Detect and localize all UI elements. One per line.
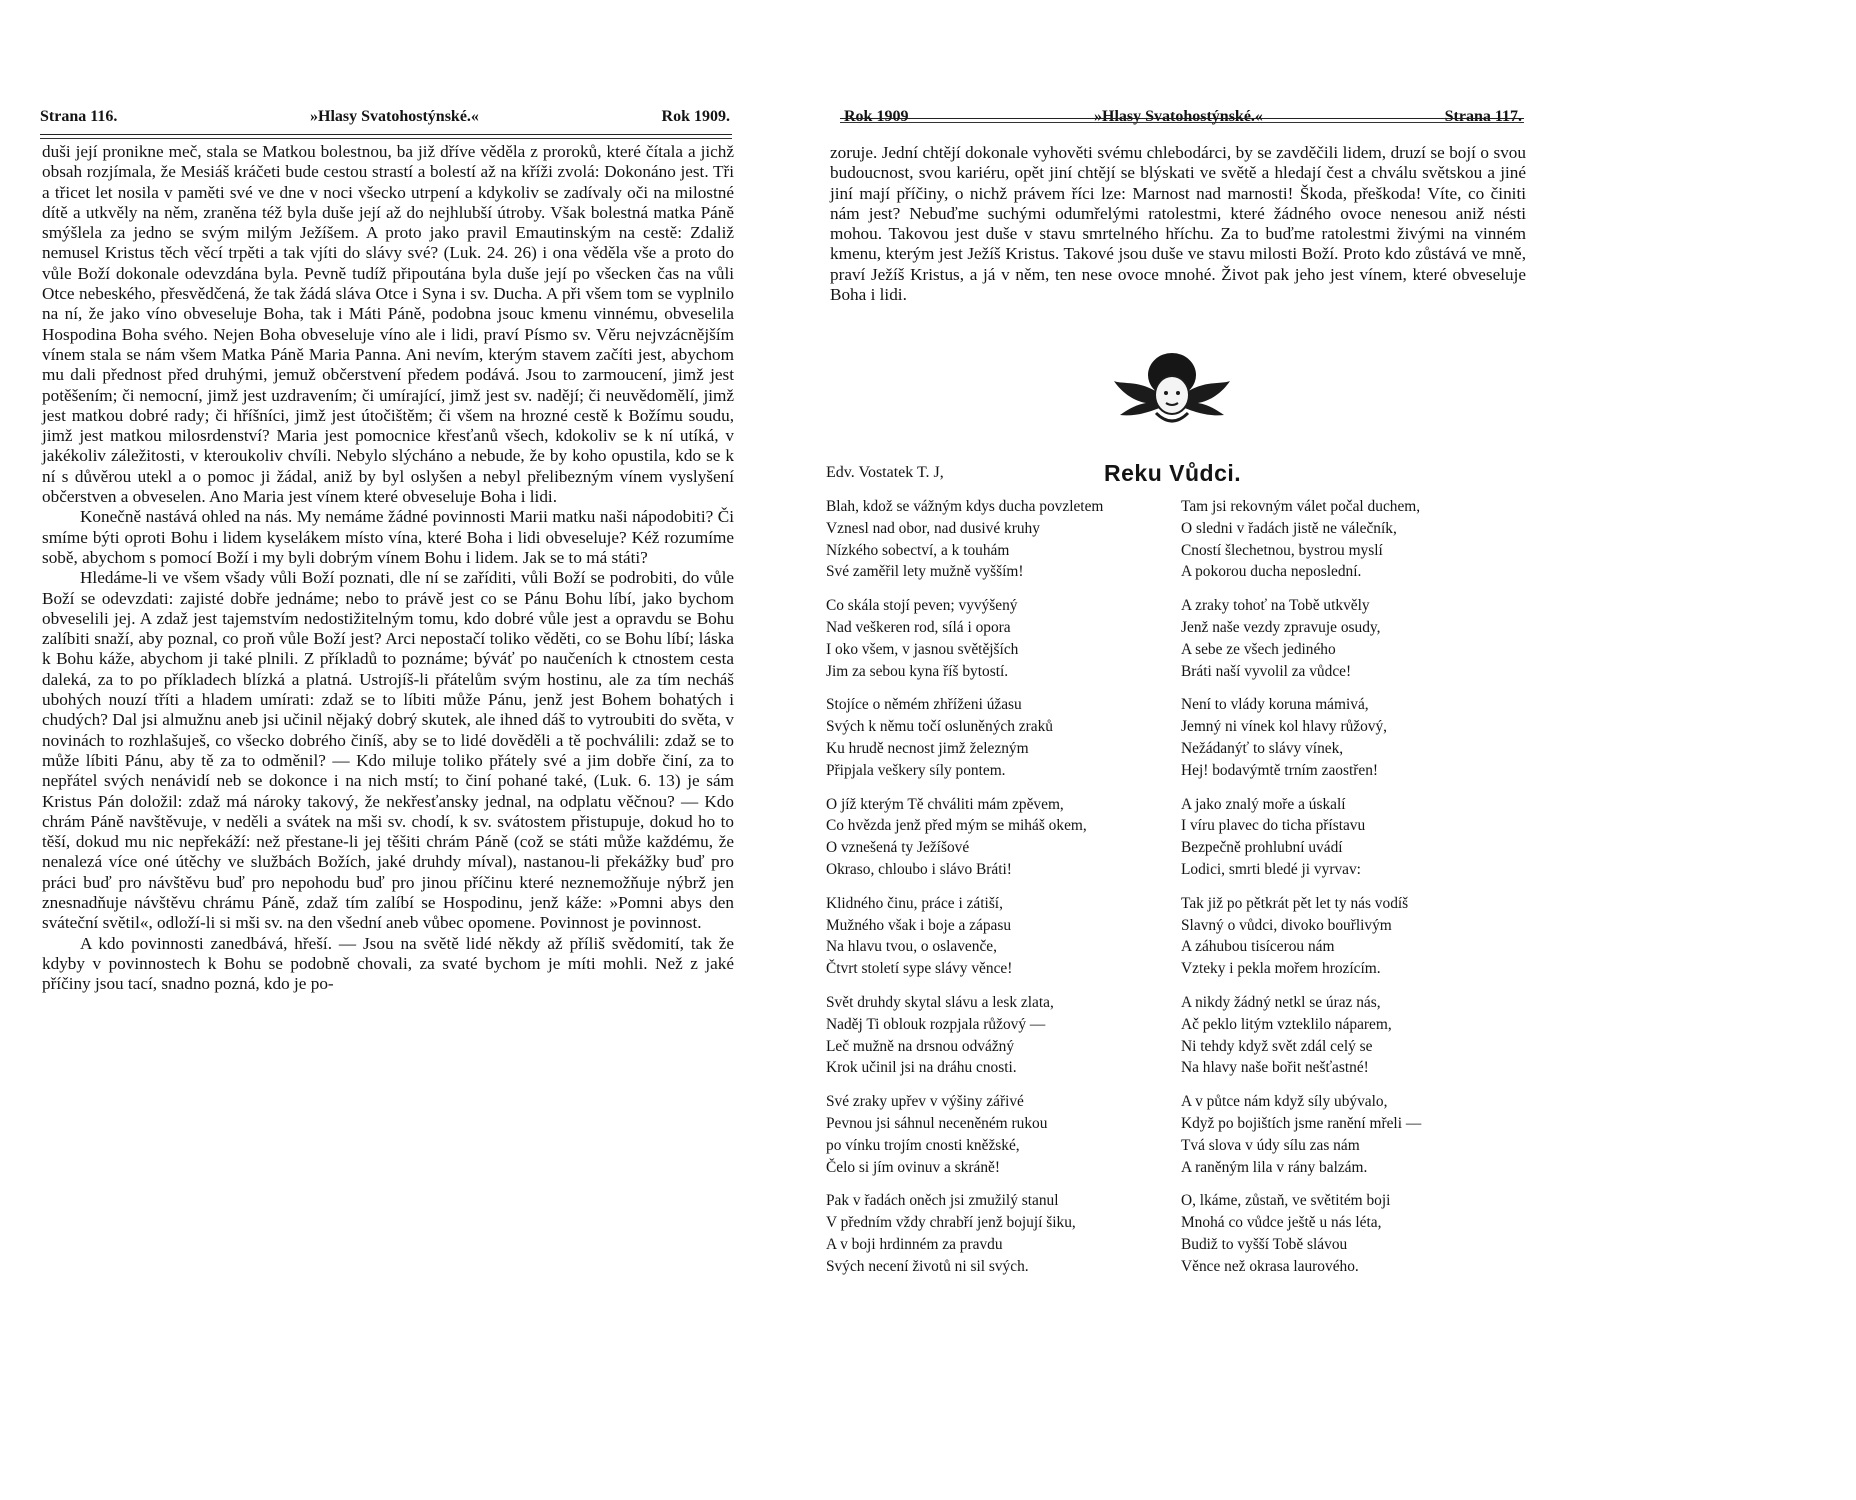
poem-stanza-left-7: [826, 1091, 1178, 1178]
poem-line: Mužného však i boje a zápasu: [826, 916, 1012, 934]
poem-stanza-right-8: [1181, 1190, 1521, 1277]
poem-line: Hej! bodavýmtě trním zaostřen!: [1181, 761, 1379, 779]
poem-line: Klidného činu, práce i zátiší,: [826, 894, 1003, 912]
right-page-year: Rok 1909: [844, 108, 909, 125]
poem-line: A v boji hrdinném za pravdu: [826, 1235, 1003, 1253]
poem-line: po vínku trojím cnosti kněžské,: [826, 1136, 1020, 1154]
poem-line: Není to vlády koruna mámivá,: [1181, 696, 1369, 714]
poem-stanza-right-1: [1181, 496, 1521, 583]
poem-line: A v půtce nám když síly ubývalo,: [1181, 1093, 1388, 1111]
poem-stanza-right-2: [1181, 595, 1521, 682]
poem-line: Tak již po pětkrát pět let ty nás vodíš: [1181, 894, 1409, 912]
poem-line: Své zaměřil lety mužně vyšším!: [826, 563, 1024, 581]
poem-line: A jako znalý moře a úskalí: [1181, 795, 1346, 813]
left-paragraph-3: Hledáme-li ve všem všady vůli Boží poznati, dle ní se zaříditi, vůli Boží se podrobiti, do vůle Boží se odevzdati: zajisté dobře jednáme; nebo to právě jest co se Pánu Bohu líbí, jako bychom obveselili jej. A zdaž jest tajemstvím nedostižitelným tomu, kdo dobré vůle jest a opravdu se Bohu zalíbiti snaží, aby poznal, co proň vůle Boží jest? Arci nepostačí toliko věděti, co se Bohu líbí; láska k Bohu káže, abychom ji také plnili. Z příkladů to poznáme; býváť po naučeních k ctnostem cesta daleká, za to po příkladech blízká a platná. Ustrojíš-li přátelům svým hostinu, ale za tím necháš ubohých nouzí tříti a hladem umírati: zdaž se to líbiti může Pánu, jenž jest Bohem bohatých i chudých? Dal jsi almužnu aneb jsi učinil nějaký dobrý skutek, ale ihned dáš to vytroubiti do světa, v novinách to rozhlašuješ, co všecko dobrého činíš, aby se to lidé dověděli a tě pochválili: zdaž se to může líbiti Pánu, aby tě za to odměnil? — Kdo miluje toliko přátely své a jim dobře činí, za to nepřátel svých nenávidí neb se dokonce i na nich mstí; to činí pohané také, (Luk. 6. 13) je sám Kristus Pán doložil: zdaž má nároky takový, že nekřesťansky jednal, na odplatu věčnou? — Kdo chrám Páně navštěvuje, v neděli a svátek na mši sv. chodí, k sv. svátostem přistupuje, dokud ho to těší, dokud mu nic nepřekáží: než přestane-li jej těšiti chrám Páně (což se státi může každému, že nenalezá více oné útěchy ve službách Božích, jaké druhdy míval), nastanou-li překážky buď pro práci buď pro návštěvu buď pro nepohodu buď pro jinou příčinu které neznemožňuje nýbrž jen znesnadňuje návštěvu chrámu Páně, zdaž tím zalíbí se Hospodinu, jenž káže: »Pomni abys den sváteční světil«, odloží-li si mši sv. na den všední aneb vůbec opomene. Povinnost je povinnost.: [42, 568, 734, 933]
poem-line: Čtvrt století sype slávy věnce!: [826, 960, 1013, 978]
poem-line: Ač peklo litým vzteklilo náparem,: [1181, 1015, 1392, 1033]
poem-line: Čelo si jím ovinuv a skráně!: [826, 1158, 1000, 1176]
poem-line: Bezpečně prohlubní uvádí: [1181, 839, 1343, 857]
right-header-rule: [840, 118, 1524, 119]
right-page-number: Strana 117.: [1444, 108, 1522, 125]
poem-line: Cností šlechetnou, bystrou myslí: [1181, 541, 1383, 559]
poem-line: Stojíce o němém zhříženi úžasu: [826, 696, 1022, 714]
poem-line: O vznešená ty Ježíšové: [826, 839, 970, 857]
poem-line: Tvá slova v údy sílu zas nám: [1181, 1136, 1360, 1154]
poem-line: Na hlavy naše bořit nešťastné!: [1181, 1059, 1369, 1077]
poem-line: Vzteky i pekla mořem hrozícím.: [1181, 960, 1381, 978]
poem-line: Jemný ni vínek kol hlavy růžový,: [1181, 718, 1388, 736]
poem-stanza-left-3: [826, 694, 1178, 781]
poem-right-column: [1181, 496, 1521, 1290]
poem-line: Na hlavu tvou, o oslavenče,: [826, 938, 997, 956]
poem-line: Co hvězda jenž před mým se miháš okem,: [826, 817, 1087, 835]
poem-line: I víru plavec do ticha přístavu: [1181, 817, 1366, 835]
left-journal-title: »Hlasy Svatohostýnské.«: [310, 108, 479, 125]
poem-stanza-right-7: [1181, 1091, 1521, 1178]
poem-line: Budiž to vyšší Tobě slávou: [1181, 1235, 1348, 1253]
poem-line: Ni tehdy když svět zdál celý se: [1181, 1037, 1373, 1055]
poem-line: Tam jsi rekovným válet počal duchem,: [1181, 498, 1421, 515]
poem-line: Pevnou jsi sáhnul neceněném rukou: [826, 1114, 1048, 1132]
poem-line: Mnohá co vůdce ještě u nás léta,: [1181, 1214, 1382, 1232]
poem-stanza-left-4: [826, 794, 1178, 881]
poem-stanza-left-8: [826, 1190, 1178, 1277]
poem-line: Nad veškeren rod, sílá i opora: [826, 618, 1011, 636]
poem-left-column: [826, 496, 1178, 1290]
poem-line: Okraso, chloubo i slávo Bráti!: [826, 860, 1012, 878]
poem-title: Reku Vůdci.: [1104, 460, 1242, 486]
poem-line: Nízkého sobectví, a k touhám: [826, 541, 1010, 559]
left-paragraph-1: duši její pronikne meč, stala se Matkou bolestnou, ba již dříve věděla z proroků, které čítala a jichž obsah rozjímala, že Mesiáš kráčeti bude cestou strastí a bolestí až na kříži zvolá: Dokonáno jest. Tři a třicet let nosila v paměti své ve dne v noci všecko utrpení a kdykoliv se zadívaly oči na milostné dítě a utkvěly na něm, zraněna též byla duše její až do nejhlubší útroby. Však bolestná matka Páně smýšlela za jedno se svým milým Ježíšem. A proto jako pravil Emautinským na cestě: Zdaliž nemusel Kristus těch věcí trpěti a tak vjíti do slávy své? (Luk. 24. 26) i ona věděla vše a proto do vůle Boží dokonale odevzdána byla. Pevně tudíž připoutána byla duše její po všecken čas na vůli Otce nebeského, přesvědčená, že tak žádá sláva Otce i Syna i sv. Ducha. A při všem tom se vyplnilo na ní, že jako víno obveseluje Boha, tak i Máti Páně, podobna jsouc kmenu vinnému, obveselila Hospodina Boha svého. Nejen Boha obveseluje víno ale i lidi, praví Písmo sv. Věru nejvzácnějším vínem stala se nám všem Matka Páně Maria Panna. Ani nevím, kterým stavem začíti jest, abychom mu dali přednost před druhými, jemuž občerstvení předem podává. Jsou to zarmoucení, jimž jest potěšením; či nemocní, jimž jest uzdravením; či umírající, jimž jest sv. nadějí; či neuvědomělí, jimž jest matkou dobré rady; či hříšníci, jimž jest útočištěm; či všem na hrozné cestě k Božímu soudu, jimž jest matkou milosrdenství? Maria jest pomocnice křesťanů všech, kdokoliv se k ní utíká, v jakékoliv záležitosti, v kteroukoliv chvíli. Nebylo slýcháno a nebude, že by koho opustila, kdo se k ní s důvěrou utekl a o pomoc ji žádal, aniž by byl oslyšen a nebyl přelibezným vínem vyslyšení občerstven a obveselen. Ano Maria jest vínem které obveseluje Boha i lidi.: [42, 142, 734, 507]
poem-line: Lodici, smrti bledé ji vyrvav:: [1181, 860, 1361, 878]
poem-line: Věnce než okrasa laurového.: [1181, 1257, 1359, 1275]
right-page-header: [844, 108, 1522, 134]
poem-line: V předním vždy chrabří jenž bojují šiku,: [826, 1214, 1076, 1232]
left-page-year: Rok 1909.: [661, 108, 730, 125]
poem-line: A nikdy žádný netkl se úraz nás,: [1181, 993, 1381, 1011]
right-page: [826, 0, 1856, 1500]
cherub-vignette-icon: [1112, 345, 1232, 431]
poem-line: Blah, kdož se vážným kdys ducha povzletem: [826, 498, 1104, 515]
poem-author: Edv. Vostatek T. J,: [826, 464, 944, 481]
left-header-rule-thin: [40, 138, 732, 139]
poem-line: Pak v řadách oněch jsi zmužilý stanul: [826, 1192, 1059, 1210]
poem-stanza-right-3: [1181, 694, 1521, 781]
poem-stanza-left-2: [826, 595, 1178, 682]
poem-stanza-left-6: [826, 992, 1178, 1079]
poem-line: Ku hrudě necnost jimž železným: [826, 739, 1029, 757]
right-journal-title: »Hlasy Svatohostýnské.«: [1094, 108, 1263, 125]
poem-line: Když po bojištích jsme ranění mřeli —: [1181, 1114, 1422, 1132]
poem-line: Nežádanýť to slávy vínek,: [1181, 739, 1344, 757]
poem-line: Krok učinil jsi na dráhu cnosti.: [826, 1059, 1017, 1077]
poem-line: A raněným lila v rány balzám.: [1181, 1158, 1368, 1176]
right-body-text: [830, 143, 1526, 305]
poem-line: Slavný o vůdci, divoko bouřlivým: [1181, 916, 1392, 934]
left-paragraph-4: A kdo povinnosti zanedbává, hřeší. — Jsou na světě lidé někdy až příliš svědomití, tak že kdyby v povinnostech k Bohu se podobně chovali, za svaté bychom je míti mohli. Než z jaké příčiny jsou tací, snadno pozná, kdo je po-: [42, 933, 734, 994]
left-page-header: [40, 108, 730, 134]
left-paragraph-2: Konečně nastává ohled na nás. My nemáme žádné povinnosti Marii matku naši nápodobiti? Či smíme býti oproti Bohu i lidem kyselákem místo vína, které Boha i lidi obveseluje? Kéž rozumíme sobě, abychom s pomocí Boží i my byli dobrým vínem Bohu i lidem. Jak se to má státi?: [42, 507, 734, 567]
poem-line: Co skála stojí peven; vyvýšený: [826, 597, 1018, 615]
poem-line: Svých k němu točí osluněných zraků: [826, 718, 1053, 736]
poem-line: A pokorou ducha neposlední.: [1181, 563, 1362, 581]
poem-line: Své zraky upřev v výšiny zářivé: [826, 1093, 1024, 1111]
poem-line: Připjala veškery síly pontem.: [826, 761, 1006, 779]
right-paragraph: zoruje. Jední chtějí dokonale vyhověti svému chlebodárci, by se zavděčili lidem, druzí se bojí o svou budoucnost, svou kariéru, opět jiní chtějí se blýskati ve světě a hledají čest a chválu světskou a jiné jiní mají příčiny, o nichž právem říci lze: Marnost nad marnosti! Škoda, přeškoda! Víte, co činiti nám jest? Nebuďme suchými odumřelými ratolestmi, které žádného ovoce nenesou aniž nésti mohou. Takovou jest duše v stavu smrtelného hříchu. Za to buďme ratolestmi živými na vinném kmenu, kterým jest Ježíš Kristus. Takové jsou duše ve stavu milosti Boží. Proto kdo zůstává ve mně, praví Ježíš Kristus, a já v něm, ten nese ovoce mnohé. Život pak jeho jest vínem, které obveseluje Boha i lidi.: [830, 143, 1526, 305]
poem-line: Jim za sebou kyna říš bytostí.: [826, 662, 1009, 680]
poem-line: Svých necení životů ni sil svých.: [826, 1257, 1029, 1275]
poem-line: Bráti naší vyvolil za vůdce!: [1181, 662, 1352, 680]
poem-stanza-right-6: [1181, 992, 1521, 1079]
poem-line: O sledni v řadách jistě ne válečník,: [1181, 519, 1397, 537]
right-header-rule-thin: [840, 122, 1524, 123]
poem-line: O jíž kterým Tě chváliti mám zpěvem,: [826, 795, 1064, 813]
poem-line: A záhubou tisícerou nám: [1181, 938, 1335, 956]
poem-line: A sebe ze všech jediného: [1181, 640, 1336, 658]
poem-line: I oko všem, v jasnou světějších: [826, 640, 1019, 658]
poem-line: A zraky tohoť na Tobě utkvěly: [1181, 597, 1370, 615]
poem-line: Svět druhdy skytal slávu a lesk zlata,: [826, 993, 1054, 1011]
poem-stanza-left-5: [826, 893, 1178, 980]
poem-line: Leč mužně na drsnou odvážný: [826, 1037, 1015, 1055]
poem-line: Jenž naše vezdy zpravuje osudy,: [1181, 618, 1381, 636]
left-header-rule: [40, 134, 732, 135]
poem-stanza-right-5: [1181, 893, 1521, 980]
poem-line: Vznesl nad obor, nad dusivé kruhy: [826, 519, 1040, 537]
poem-line: Naděj Ti oblouk rozpjala růžový —: [826, 1015, 1046, 1033]
poem-stanza-right-4: [1181, 794, 1521, 881]
poem-line: O, lkáme, zůstaň, ve světitém boji: [1181, 1192, 1391, 1210]
poem-stanza-left-1: [826, 496, 1178, 583]
left-page-number: Strana 116.: [40, 108, 118, 125]
left-body-text: [42, 142, 734, 994]
